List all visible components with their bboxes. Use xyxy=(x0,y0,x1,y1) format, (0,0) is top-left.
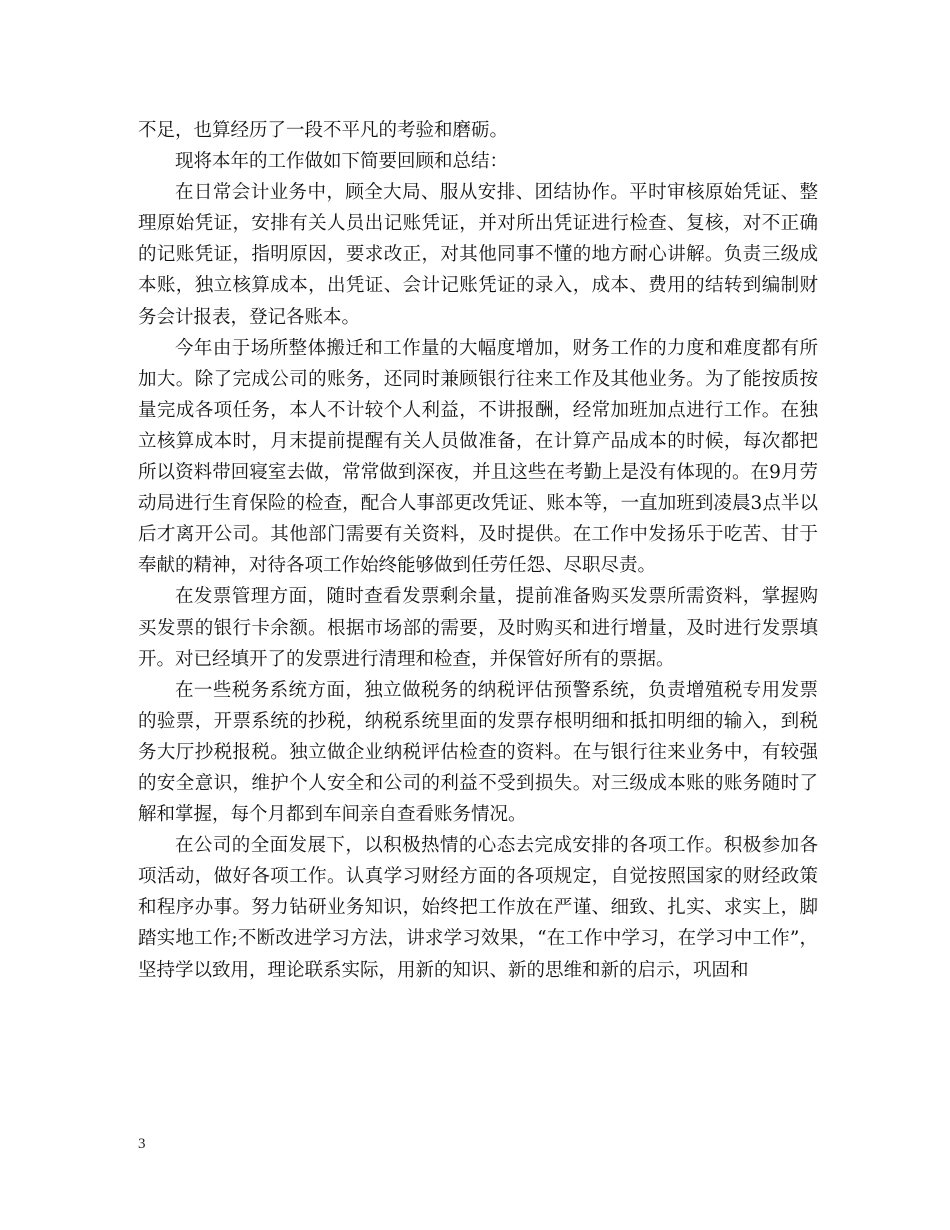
page-number: 3 xyxy=(138,1136,146,1152)
paragraph-invoice-management: 在发票管理方面，随时查看发票剩余量，提前准备购买发票所需资料，掌握购买发票的银行卡余额。根据市场部的需要，及时购买和进行增量，及时进行发票填开。对已经填开了的发票进行清理和检查，并保管好所有的票据。 xyxy=(138,586,818,670)
body-text xyxy=(138,115,818,986)
paragraph-relocation-workload: 今年由于场所整体搬迁和工作量的大幅度增加，财务工作的力度和难度都有所加大。除了完成公司的账务，还同时兼顾银行往来工作及其他业务。为了能按质按量完成各项任务，本人不计较个人利益，不讲报酬，经常加班加点进行工作。在独立核算成本时，月末提前提醒有关人员做准备，在计算产品成本的时候，每次都把所以资料带回寝室去做，常常做到深夜，并且这些在考勤上是没有体现的。在9月劳动局进行生育保险的检查，配合人事部更改凭证、账本等，一直加班到凌晨3点半以后才离开公司。其他部门需要有关资料，及时提供。在工作中发扬乐于吃苦、甘于奉献的精神，对待各项工作始终能够做到任劳任怨、尽职尽责。 xyxy=(138,337,818,577)
paragraph-tax-systems: 在一些税务系统方面，独立做税务的纳税评估预警系统，负责增殖税专用发票的验票，开票系统的抄税，纳税系统里面的发票存根明细和抵扣明细的输入，到税务大厅抄税报税。独立做企业纳税评估检查的资料。在与银行往来业务中，有较强的安全意识，维护个人安全和公司的利益不受到损失。对三级成本账的账务随时了解和掌握，每个月都到车间亲自查看账务情况。 xyxy=(138,679,818,826)
paragraph-intro: 现将本年的工作做如下简要回顾和总结： xyxy=(175,151,509,173)
paragraph-company-development: 在公司的全面发展下，以积极热情的心态去完成安排的各项工作。积极参加各项活动，做好各项工作。认真学习财经方面的各项规定，自觉按照国家的财经政策和程序办事。努力钻研业务知识，始终把工作放在严谨、细致、扎实、求实上，脚踏实地工作;不断改进学习方法，讲求学习效果，“在工作中学习，在学习中工作”，坚持学以致用，理论联系实际，用新的知识、新的思维和新的启示，巩固和 xyxy=(138,835,818,981)
paragraph-continuation: 不足，也算经历了一段不平凡的考验和磨砺。 xyxy=(138,120,509,141)
paragraph-daily-accounting: 在日常会计业务中，顾全大局、服从安排、团结协作。平时审核原始凭证、整理原始凭证，安排有关人员出记账凭证，并对所出凭证进行检查、复核，对不正确的记账凭证，指明原因，要求改正，对其他同事不懂的地方耐心讲解。负责三级成本账，独立核算成本，出凭证、会计记账凭证的录入，成本、费用的结转到编制财务会计报表，登记各账本。 xyxy=(138,182,818,328)
